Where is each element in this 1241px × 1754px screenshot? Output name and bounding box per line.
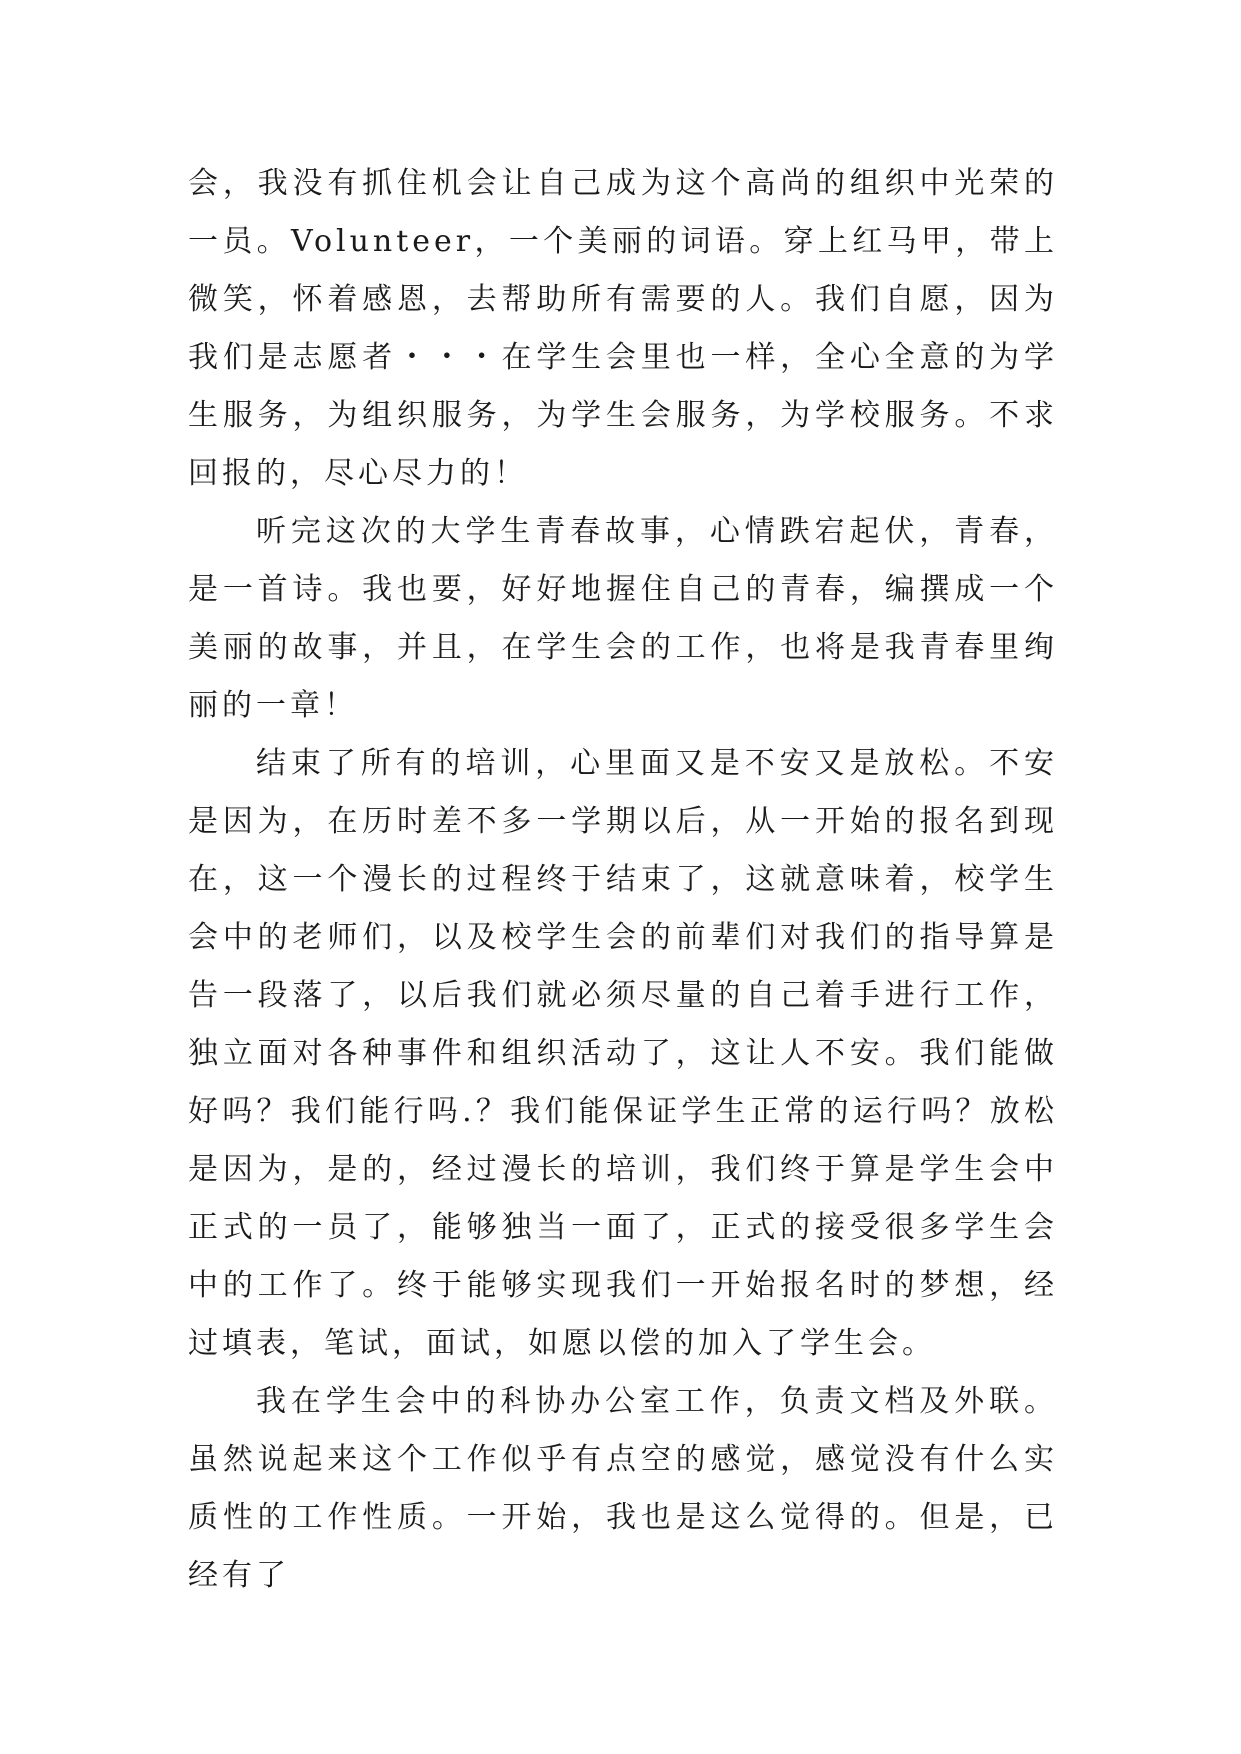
document-body (188, 155, 1058, 1605)
paragraph-4: 我在学生会中的科协办公室工作，负责文档及外联。虽然说起来这个工作似乎有点空的感觉，感觉没有什么实质性的工作性质。一开始，我也是这么觉得的。但是，已经有了 (188, 1384, 1058, 1593)
paragraph-3: 结束了所有的培训，心里面又是不安又是放松。不安是因为，在历时差不多一学期以后，从一开始的报名到现在，这一个漫长的过程终于结束了，这就意味着，校学生会中的老师们，以及校学生会的前辈们对我们的指导算是告一段落了，以后我们就必须尽量的自己着手进行工作，独立面对各种事件和组织活动了，这让人不安。我们能做好吗？我们能行吗.？我们能保证学生正常的运行吗？放松是因为，是的，经过漫长的培训，我们终于算是学生会中正式的一员了，能够独当一面了，正式的接受很多学生会中的工作了。终于能够实现我们一开始报名时的梦想，经过填表，笔试，面试，如愿以偿的加入了学生会。 (188, 746, 1058, 1361)
paragraph-1: 会，我没有抓住机会让自己成为这个高尚的组织中光荣的一员。Volunteer，一个美丽的词语。穿上红马甲，带上微笑，怀着感恩，去帮助所有需要的人。我们自愿，因为我们是志愿者・・・在学生会里也一样，全心全意的为学生服务，为组织服务，为学生会服务，为学校服务。不求回报的，尽心尽力的！ (188, 166, 1058, 491)
paragraph-2: 听完这次的大学生青春故事，心情跌宕起伏，青春，是一首诗。我也要，好好地握住自己的青春，编撰成一个美丽的故事，并且，在学生会的工作，也将是我青春里绚丽的一章！ (188, 514, 1058, 723)
